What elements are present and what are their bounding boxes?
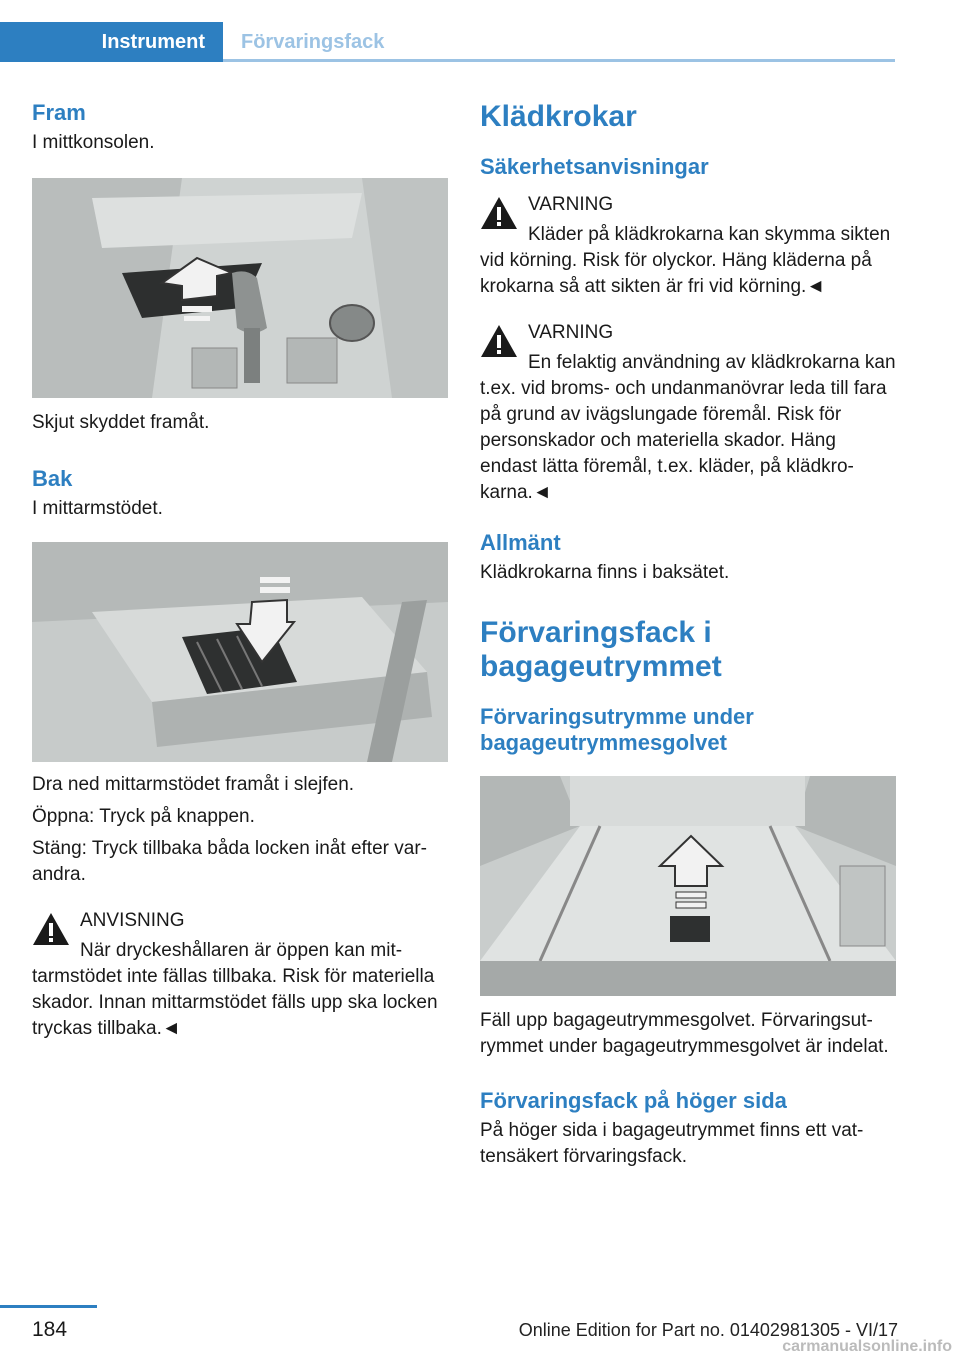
footer-divider <box>0 1305 97 1308</box>
warning-triangle-icon <box>32 912 70 946</box>
notice-block <box>32 908 448 1042</box>
tab-instrument[interactable]: Instrument <box>0 22 223 62</box>
warning-block-1 <box>480 192 896 300</box>
heading-bak: Bak <box>32 466 73 491</box>
header-divider <box>223 59 895 62</box>
watermark: carmanualsonline.info <box>782 1338 952 1355</box>
chapter-header <box>0 22 895 62</box>
warning-1-label: VARNING <box>528 194 614 215</box>
warning-2-label: VARNING <box>528 322 614 343</box>
heading-under-floor: Förvaringsutrymme under bagageutrymmesgolvet <box>480 704 754 755</box>
tab-forvaringsfack[interactable]: Förvaringsfack <box>241 31 385 53</box>
left-column <box>32 100 448 1042</box>
right-side-text: På höger sida i bagageutrymmet finns ett vattensäkert förvaringsfack. <box>480 1120 864 1167</box>
luggage-floor-illustration <box>480 776 896 996</box>
warning-block-2 <box>480 320 896 506</box>
center-console-illustration <box>32 178 448 398</box>
bak-caption-3: Stäng: Tryck tillbaka båda locken inåt efter varandra. <box>32 838 427 885</box>
warning-2-text: En felaktig användning av klädkrokarna kan t.ex. vid broms- och undanmanövrar leda till fara på grund av ivägslungade föremål. Risk för personskador och materiella skador. Häng endast lätta föremål, t.ex. kläder, på klädkrokarna.◄ <box>480 352 896 503</box>
warning-1-text: Kläder på klädkrokarna kan skymma sikten vid körning. Risk för olyckor. Häng kläderna på krokarna så att sikten är fri vid körning.◄ <box>480 224 891 297</box>
page-number: 184 <box>32 1318 68 1341</box>
fram-caption: Skjut skyddet framåt. <box>32 412 210 433</box>
notice-text: När dryckeshållaren är öppen kan mittarmstödet inte fällas tillbaka. Risk för materiella skador. Innan mittarmstödet fälls upp ska locken tryckas tillbaka.◄ <box>32 940 438 1039</box>
right-column <box>480 100 896 1170</box>
warning-triangle-icon <box>480 324 518 358</box>
allmant-text: Klädkrokarna finns i baksätet. <box>480 562 730 583</box>
title-kladkrokar: Klädkrokar <box>480 100 637 133</box>
heading-right-side: Förvaringsfack på höger sida <box>480 1088 787 1113</box>
under-floor-caption: Fäll upp bagageutrymmesgolvet. Förvaringsutrymmet under bagageutrymmesgolvet är indelat. <box>480 1010 889 1057</box>
bak-caption-1: Dra ned mittarmstödet framåt i slejfen. <box>32 774 355 795</box>
title-forvaringsfack-bagage: Förvaringsfack i bagageutrymmet <box>480 616 722 683</box>
fram-text: I mittkonsolen. <box>32 132 155 153</box>
figure-armrest <box>32 542 448 762</box>
figure-luggage-floor <box>480 776 896 996</box>
heading-allmant: Allmänt <box>480 530 561 555</box>
heading-fram: Fram <box>32 100 86 125</box>
bak-caption-2: Öppna: Tryck på knappen. <box>32 806 255 827</box>
figure-center-console <box>32 178 448 398</box>
armrest-illustration <box>32 542 448 762</box>
bak-text: I mittarmstödet. <box>32 498 163 519</box>
notice-label: ANVISNING <box>80 910 185 931</box>
warning-triangle-icon <box>480 196 518 230</box>
heading-sakerhetsanvisningar: Säkerhetsanvisningar <box>480 154 709 179</box>
edition-text: Online Edition for Part no. 01402981305 - VI/17 <box>518 1320 898 1340</box>
